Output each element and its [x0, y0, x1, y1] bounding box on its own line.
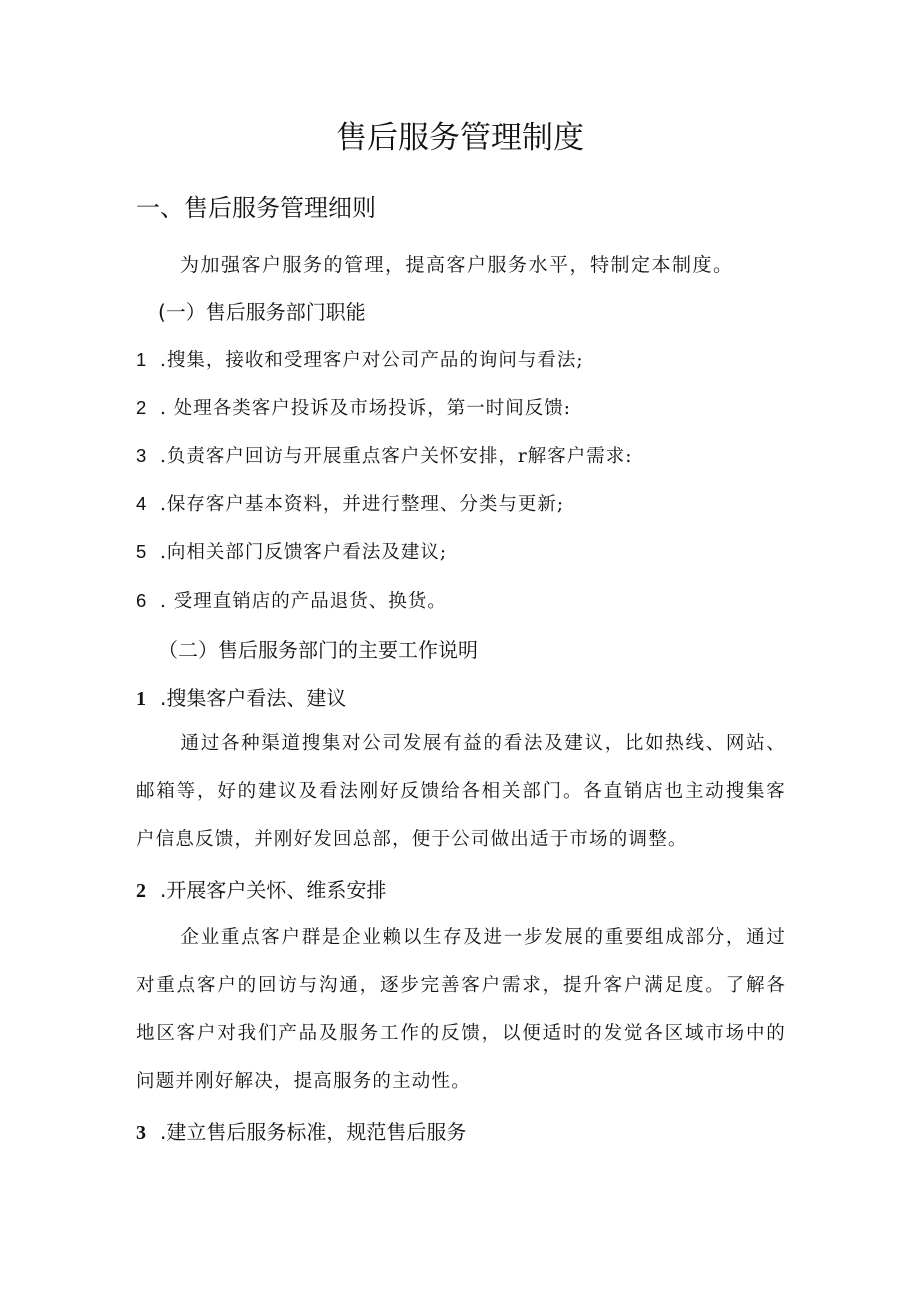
- part-body-text: 企业重点客户群是企业赖以生存及进一步发展的重要组成部分，通过对重点客户的回访与沟通，逐步完善客户需求，提升客户满足度。了解各地区客户对我们产品及服务工作的反馈，以便适时的发觉各区域市场中的问题并刚好解决，提高服务的主动性。: [136, 927, 786, 1092]
- list-item-number: 6: [136, 590, 148, 611]
- part-number: 2: [136, 880, 146, 902]
- list-item: [136, 346, 584, 372]
- section-heading: 一、售后服务管理细则: [136, 194, 376, 222]
- part-heading: [136, 1116, 466, 1145]
- list-item: [136, 442, 632, 468]
- intro-paragraph: 为加强客户服务的管理，提高客户服务水平，特制定本制度。: [180, 254, 734, 276]
- part-body-text: 通过各种渠道搜集对公司发展有益的看法及建议，比如热线、网站、邮箱等，好的建议及看法刚好反馈给各相关部门。各直销店也主动搜集客户信息反馈，并刚好发回总部，便于公司做出适于市场的调整。: [136, 733, 786, 850]
- page-title: 售后服务管理制度: [336, 120, 584, 156]
- part-heading-text: .建立售后服务标准，规范售后服务: [160, 1120, 467, 1144]
- list-item-text: .负责客户回访与开展重点客户关怀安排，r解客户需求:: [160, 446, 633, 467]
- part-heading-text: .开展客户关怀、维系安排: [160, 878, 387, 902]
- part-heading: [136, 682, 346, 711]
- list-item-number: 2: [136, 397, 148, 418]
- list-item-text: . 处理各类客户投诉及市场投诉，第一时间反馈:: [160, 398, 571, 419]
- list-item-text: .向相关部门反馈客户看法及建议;: [160, 542, 448, 563]
- list-item-text: . 受理直销店的产品退货、换货。: [160, 591, 447, 612]
- part-heading: [136, 874, 386, 903]
- subsection-heading-1: (一）售后服务部门职能: [158, 300, 366, 324]
- part-number: 3: [136, 1122, 146, 1144]
- list-item-number: 1: [136, 349, 148, 370]
- list-item-text: .保存客户基本资料，并进行整理、分类与更新;: [160, 494, 565, 515]
- part-body: [136, 720, 786, 864]
- list-item-number: 4: [136, 493, 148, 514]
- list-item: [136, 587, 447, 613]
- list-item-number: 5: [136, 541, 148, 562]
- list-item-number: 3: [136, 445, 148, 466]
- subsection-heading-2: （二）售后服务部门的主要工作说明: [158, 638, 478, 662]
- part-heading-text: .搜集客户看法、建议: [160, 686, 347, 710]
- part-body: [136, 914, 786, 1106]
- part-number: 1: [136, 688, 146, 710]
- list-item: [136, 538, 447, 564]
- list-item: [136, 394, 571, 420]
- list-item-text: .搜集，接收和受理客户对公司产品的询问与看法;: [160, 350, 584, 371]
- list-item: [136, 490, 564, 516]
